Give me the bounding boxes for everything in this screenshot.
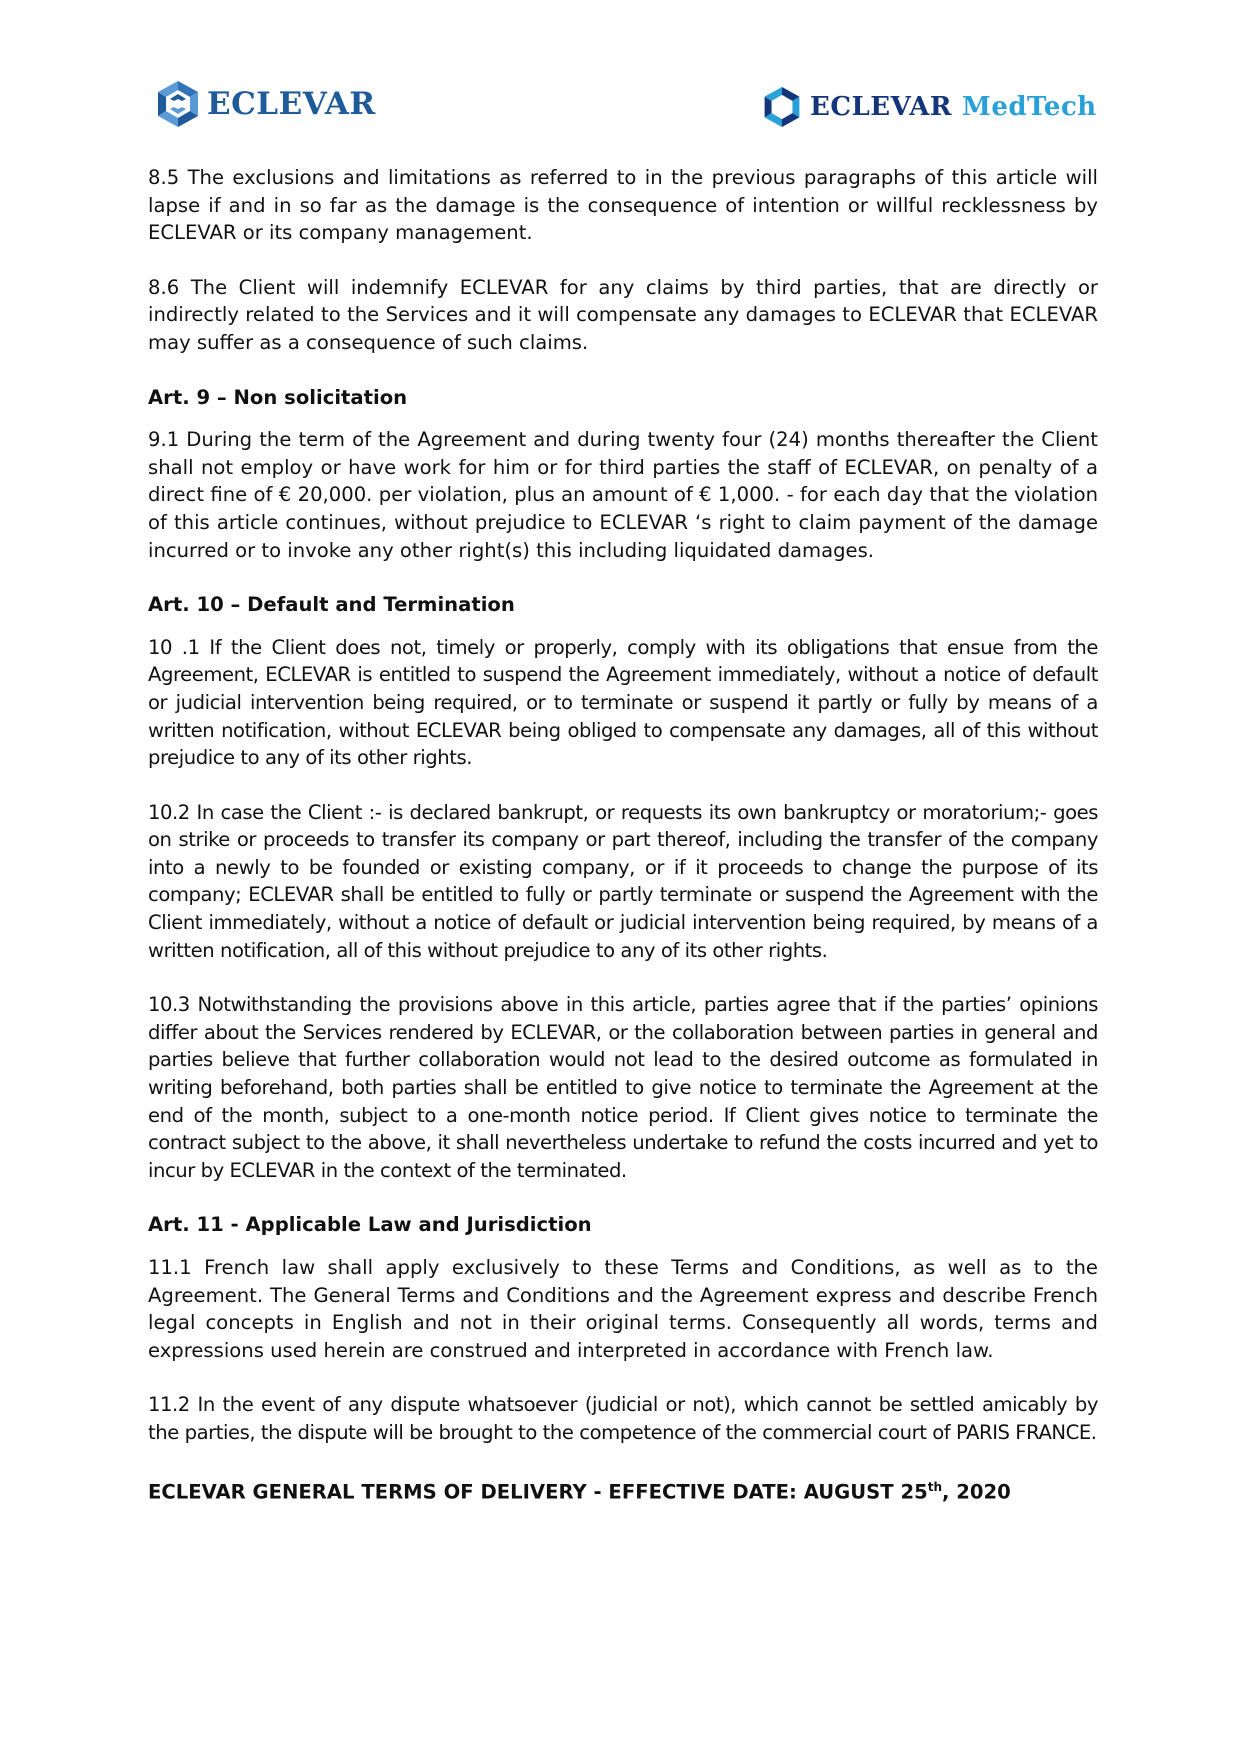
medtech-logo-subtext: MedTech xyxy=(962,92,1097,122)
footer-text: ECLEVAR GENERAL TERMS OF DELIVERY - EFFECTIVE DATE: AUGUST 25 xyxy=(148,1480,928,1504)
paragraph-8-6: 8.6 The Client will indemnify ECLEVAR for any claims by third parties, that are directly or indirectly related to the Services and it will compensate any damages to ECLEVAR that ECLEVAR may suffer as a consequence of such claims. xyxy=(148,275,1098,354)
eclevar-logo-text: ECLEVAR xyxy=(207,86,376,122)
eclevar-logo xyxy=(155,76,376,132)
paragraph-9-1: 9.1 During the term of the Agreement and during twenty four (24) months thereafter the Client shall not employ or have work for him or for third parties the staff of ECLEVAR, on penalty of a direct fine of € 20,000. per violation, plus an amount of € 1,000. - for each day that the violation of this article continues, without prejudice to ECLEVAR ‘s right to claim payment of the damage incurred or to invoke any other right(s) this including liquidated damages. xyxy=(148,428,1098,562)
eclevar-medtech-logo-text: ECLEVAR xyxy=(810,92,953,122)
eclevar-hexagon-icon xyxy=(155,79,201,129)
effective-date-footer xyxy=(148,1474,1098,1506)
footer-ordinal-suffix: th xyxy=(927,1479,943,1494)
paragraph-10-1: 10 .1 If the Client does not, timely or properly, comply with its obligations that ensue from the Agreement, ECLEVAR is entitled to suspend the Agreement immediately, without a notice of default or judicial intervention being required, or to terminate or suspend it partly or fully by means of a written notification, without ECLEVAR being obliged to compensate any damages, all of this without prejudice to any of its other rights. xyxy=(148,635,1098,770)
footer-year: , 2020 xyxy=(942,1480,1011,1504)
document-body xyxy=(148,164,1098,1506)
paragraph-11-1: 11.1 French law shall apply exclusively to these Terms and Conditions, as well as to the Agreement. The General Terms and Conditions and the Agreement express and describe French legal concepts in English and not in their original terms. Consequently all words, terms and expressions used herein are construed and interpreted in accordance with French law. xyxy=(148,1256,1098,1362)
eclevar-medtech-hexagon-icon xyxy=(762,85,802,129)
eclevar-medtech-logo xyxy=(762,84,1097,130)
paragraph-10-3: 10.3 Notwithstanding the provisions above in this article, parties agree that if the parties’ opinions differ about the Services rendered by ECLEVAR, or the collaboration between parties in general and parties believe that further collaboration would not lead to the desired outcome as formulated in writing beforehand, both parties shall be entitled to give notice to terminate the Agreement at the end of the month, subject to a one-month notice period. If Client gives notice to terminate the contract subject to the above, it shall nevertheless undertake to refund the costs incurred and yet to incur by ECLEVAR in the context of the terminated. xyxy=(148,993,1098,1182)
paragraph-10-2: 10.2 In case the Client :- is declared bankrupt, or requests its own bankruptcy or moratorium;- goes on strike or proceeds to transfer its company or part thereof, including the transfer of the company into a newly to be founded or existing company, or if it proceeds to change the purpose of its company; ECLEVAR shall be entitled to fully or partly terminate or suspend the Agreement with the Client immediately, without a notice of default or judicial intervention being required, by means of a written notification, all of this without prejudice to any of its other rights. xyxy=(148,800,1098,962)
article-11-heading: Art. 11 - Applicable Law and Jurisdiction xyxy=(148,1213,592,1237)
article-9-heading: Art. 9 – Non solicitation xyxy=(148,385,408,409)
paragraph-11-2: 11.2 In the event of any dispute whatsoever (judicial or not), which cannot be settled amicably by the parties, the dispute will be brought to the competence of the commercial court of PARIS FRANCE. xyxy=(148,1393,1098,1444)
article-10-heading: Art. 10 – Default and Termination xyxy=(148,593,515,617)
paragraph-8-5: 8.5 The exclusions and limitations as referred to in the previous paragraphs of this article will lapse if and in so far as the damage is the consequence of intention or willful recklessness by ECLEVAR or its company management. xyxy=(148,166,1098,245)
